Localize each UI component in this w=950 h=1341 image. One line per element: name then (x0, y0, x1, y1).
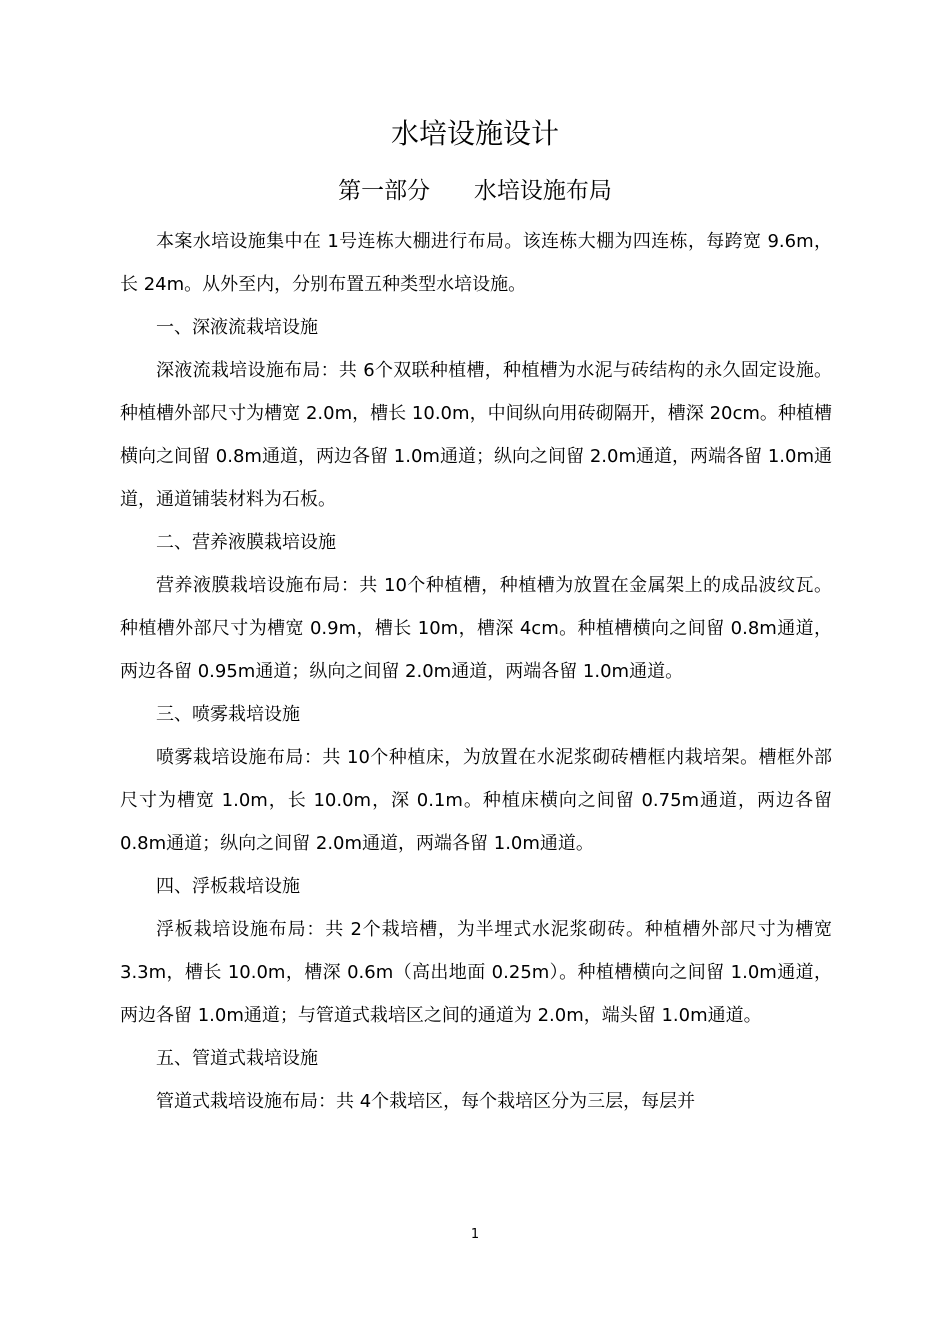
section-text-3: 喷雾栽培设施布局：共 10个种植床，为放置在水泥浆砌砖槽框内栽培架。槽框外部尺寸为槽宽 1.0m，长 10.0m，深 0.1m。种植床横向之间留 0.75m通道，两边各留 0.8m通道；纵向之间留 2.0m通道，两端各留 1.0m通道。 (120, 747, 832, 854)
section-heading-5: 五、管道式栽培设施 (156, 1048, 318, 1069)
section-heading-2: 二、营养液膜栽培设施 (156, 532, 336, 553)
document-body (120, 220, 832, 1123)
section-text-5: 管道式栽培设施布局：共 4个栽培区，每个栽培区分为三层，每层并 (156, 1091, 696, 1112)
part-subtitle: 第一部分 水培设施布局 (338, 178, 612, 204)
page-number: 1 (470, 1227, 480, 1242)
section-text-4: 浮板栽培设施布局：共 2个栽培槽，为半埋式水泥浆砌砖。种植槽外部尺寸为槽宽 3.3m，槽长 10.0m，槽深 0.6m（高出地面 0.25m）。种植槽横向之间留 1.0m通道，两边各留 1.0m通道；与管道式栽培区之间的通道为 2.0m，端头留 1.0m通道。 (120, 919, 832, 1026)
section-heading-1: 一、深液流栽培设施 (156, 317, 318, 338)
section-text-1: 深液流栽培设施布局：共 6个双联种植槽，种植槽为水泥与砖结构的永久固定设施。种植槽外部尺寸为槽宽 2.0m，槽长 10.0m，中间纵向用砖砌隔开，槽深 20cm。种植槽横向之间留 0.8m通道，两边各留 1.0m通道；纵向之间留 2.0m通道，两端各留 1.0m通道，通道铺装材料为石板。 (120, 360, 832, 510)
section-text-2: 营养液膜栽培设施布局：共 10个种植槽，种植槽为放置在金属架上的成品波纹瓦。种植槽外部尺寸为槽宽 0.9m，槽长 10m，槽深 4cm。种植槽横向之间留 0.8m通道，两边各留 0.95m通道；纵向之间留 2.0m通道，两端各留 1.0m通道。 (120, 575, 832, 682)
document-title: 水培设施设计 (390, 117, 559, 150)
section-heading-4: 四、浮板栽培设施 (156, 876, 300, 897)
section-heading-3: 三、喷雾栽培设施 (156, 704, 300, 725)
intro-paragraph: 本案水培设施集中在 1号连栋大棚进行布局。该连栋大棚为四连栋，每跨宽 9.6m，长 24m。从外至内，分别布置五种类型水培设施。 (120, 231, 832, 295)
